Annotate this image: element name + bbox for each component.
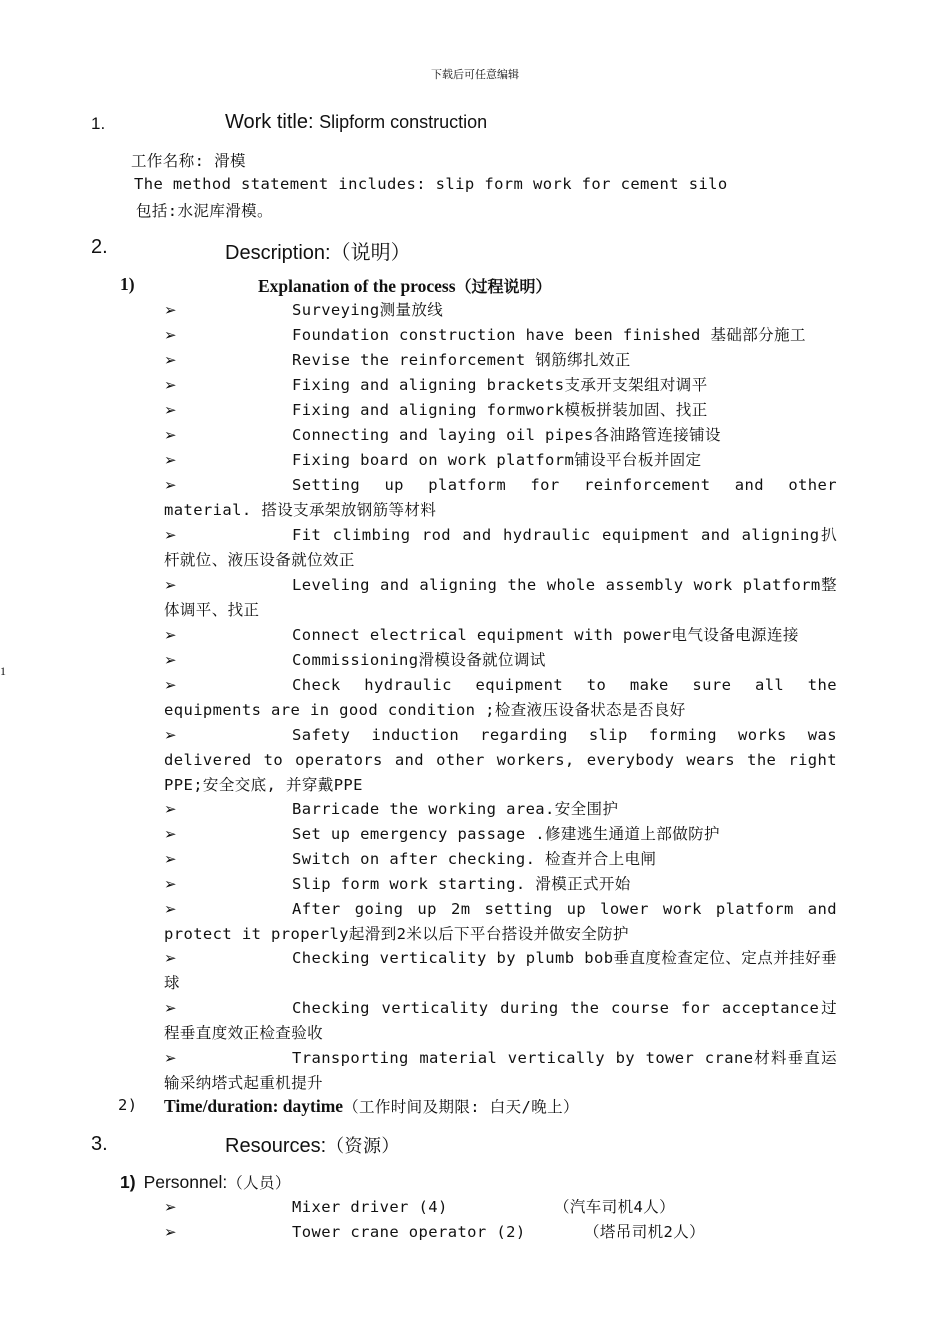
list-item: ➢ Surveying测量放线 [164, 298, 837, 323]
arrow-bullet-icon: ➢ [164, 850, 177, 868]
list-item: ➢ Barricade the working area.安全围护 [164, 797, 837, 822]
section1-title-label: Work title: [225, 111, 314, 133]
list-item: ➢ Commissioning滑模设备就位调试 [164, 648, 837, 673]
arrow-bullet-icon: ➢ [164, 351, 177, 369]
arrow-bullet-icon: ➢ [164, 949, 177, 967]
arrow-bullet-icon: ➢ [164, 401, 177, 419]
list-item: ➢ Connecting and laying oil pipes各油路管连接铺设 [164, 423, 837, 448]
section3-title [225, 1132, 400, 1158]
list-item: ➢ Leveling and aligning the whole assembly work platform整体调平、找正 [164, 573, 837, 623]
arrow-bullet-icon: ➢ [164, 800, 177, 818]
list-item: ➢ Set up emergency passage .修建逃生通道上部做防护 [164, 822, 837, 847]
arrow-bullet-icon: ➢ [164, 676, 177, 694]
list-item: ➢ Fit climbing rod and hydraulic equipment and aligning扒杆就位、液压设备就位效正 [164, 523, 837, 573]
section1-number: 1. [91, 114, 106, 133]
personnel-role-cn: （塔吊司机2人） [584, 1223, 706, 1241]
side-page-number: 1 [0, 664, 6, 678]
personnel-role: Mixer driver (4) [292, 1198, 448, 1216]
arrow-bullet-icon: ➢ [164, 426, 177, 444]
list-item: ➢ Checking verticality by plumb bob垂直度检查定位、定点并挂好垂球 [164, 946, 837, 996]
list-item: ➢ Fixing and aligning formwork模板拼装加固、找正 [164, 398, 837, 423]
list-item: ➢ Safety induction regarding slip forming works was delivered to operators and other workers, everybody wears the right PPE;安全交底, 并穿戴PPE [164, 723, 837, 798]
arrow-bullet-icon: ➢ [164, 875, 177, 893]
arrow-bullet-icon: ➢ [164, 626, 177, 644]
arrow-bullet-icon: ➢ [164, 451, 177, 469]
list-item: ➢ Foundation construction have been finished 基础部分施工 [164, 323, 837, 348]
page-header: 下载后可任意编辑 [431, 68, 519, 81]
resources-title: Resources: [225, 1135, 327, 1157]
personnel-number: 1) [120, 1172, 136, 1192]
section3-sub1 [120, 1171, 291, 1193]
list-item: ➢ Fixing and aligning brackets支承开支架组对调平 [164, 373, 837, 398]
process-title-cn: （过程说明） [455, 277, 552, 296]
personnel-title: Personnel: [143, 1172, 228, 1192]
list-item: ➢ Slip form work starting. 滑模正式开始 [164, 872, 837, 897]
section1-subtitle: Slipform construction [319, 112, 488, 132]
list-item: ➢ Revise the reinforcement 钢筋绑扎效正 [164, 348, 837, 373]
section1-title [225, 111, 487, 134]
list-item: ➢ Setting up platform for reinforcement and other material. 搭设支承架放钢筋等材料 [164, 473, 837, 523]
arrow-bullet-icon: ➢ [164, 651, 177, 669]
section1-cn-title: 工作名称: 滑模 [131, 152, 246, 170]
section2-sub1-number: 1) [120, 274, 135, 294]
section2-number: 2. [91, 236, 108, 258]
section2-sub2-title [164, 1095, 579, 1117]
personnel-role-cn: （汽车司机4人） [554, 1198, 676, 1216]
personnel-role: Tower crane operator (2) [292, 1223, 526, 1241]
arrow-bullet-icon: ➢ [164, 526, 177, 544]
arrow-bullet-icon: ➢ [164, 376, 177, 394]
section2-sub1-title [258, 274, 552, 297]
resources-cn: （资源） [326, 1136, 400, 1157]
arrow-bullet-icon: ➢ [164, 1049, 177, 1067]
list-item: ➢ Transporting material vertically by tower crane材料垂直运输采纳塔式起重机提升 [164, 1046, 837, 1096]
section2-title: Description:（说明） [225, 242, 411, 264]
section1-method: The method statement includes: slip form work for cement silo [134, 175, 728, 193]
arrow-bullet-icon: ➢ [164, 1198, 177, 1216]
arrow-bullet-icon: ➢ [164, 999, 177, 1017]
list-item: ➢ Fixing board on work platform铺设平台板并固定 [164, 448, 837, 473]
process-title: Explanation of the process [258, 276, 456, 296]
section1-cn-includes: 包括:水泥库滑模。 [136, 202, 273, 220]
list-item: ➢ Check hydraulic equipment to make sure all the equipments are in good condition ;检查液压设备状态是否良好 [164, 673, 837, 723]
section2-sub2-number: 2) [118, 1096, 138, 1114]
list-item: ➢ Switch on after checking. 检查并合上电闸 [164, 847, 837, 872]
arrow-bullet-icon: ➢ [164, 825, 177, 843]
arrow-bullet-icon: ➢ [164, 301, 177, 319]
duration-title: Time/duration: daytime [164, 1096, 344, 1116]
section3-number: 3. [91, 1133, 108, 1155]
arrow-bullet-icon: ➢ [164, 726, 177, 744]
arrow-bullet-icon: ➢ [164, 326, 177, 344]
arrow-bullet-icon: ➢ [164, 900, 177, 918]
list-item: ➢ After going up 2m setting up lower work platform and protect it properly起滑到2米以后下平台搭设并做安全防护 [164, 897, 837, 947]
arrow-bullet-icon: ➢ [164, 576, 177, 594]
list-item: ➢ Connect electrical equipment with power电气设备电源连接 [164, 623, 837, 648]
duration-cn: （工作时间及期限: 白天/晚上） [343, 1098, 579, 1116]
arrow-bullet-icon: ➢ [164, 476, 177, 494]
arrow-bullet-icon: ➢ [164, 1223, 177, 1241]
list-item: ➢ Checking verticality during the course for acceptance过程垂直度效正检查验收 [164, 996, 837, 1046]
personnel-cn: （人员） [227, 1174, 291, 1192]
